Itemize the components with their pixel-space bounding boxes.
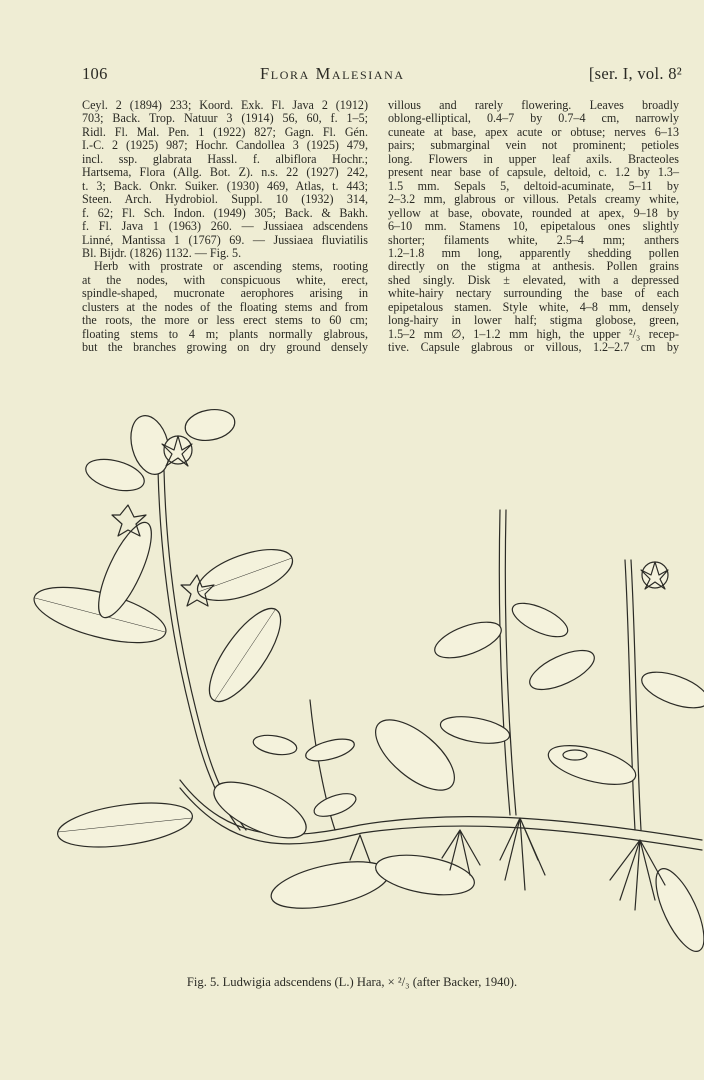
text-line: Ridl. Fl. Mal. Pen. 1 (1922) 827; Gagn. Fl. Gén. — [82, 124, 368, 139]
text-line: directly on the stigma at anthesis. Pollen grains — [388, 259, 679, 274]
page-number: 106 — [82, 64, 108, 83]
references-block — [82, 99, 368, 260]
text-line: cuneate at base, apex acute or obtuse; nerves 6–13 — [388, 124, 679, 139]
right-stem-2 — [625, 560, 635, 830]
text-line: spindle-shaped, mucronate aerophores arising in — [82, 286, 368, 301]
left-column — [82, 99, 368, 355]
text-line: 1.5–2 mm ∅, 1–1.2 mm high, the upper ²/₃ recep- — [388, 326, 679, 341]
text-line: f. Fl. Java 1 (1963) 260. — Jussiaea adscendens — [82, 219, 368, 234]
text-line: Linné, Mantissa 1 (1767) 69. — Jussiaea fluviatilis — [82, 232, 368, 247]
text-line: villous and rarely flowering. Leaves broadly — [388, 98, 679, 112]
text-line: 2–3.2 mm, glabrous or villous. Petals creamy white, — [388, 192, 679, 207]
flowers — [112, 436, 668, 606]
text-line: floating stems to 4 m; plants normally glabrous, — [82, 326, 368, 341]
text-line: shorter; filaments white, 2.5–4 mm; anthers — [388, 232, 679, 247]
text-line: Bl. Bijdr. (1826) 1132. — Fig. 5. — [82, 245, 242, 260]
text-line: at the nodes, with conspicuous white, erect, — [82, 272, 368, 287]
text-line: the roots, the more or less erect stems to 60 cm; — [82, 313, 368, 328]
text-line: long. Flowers in upper leaf axils. Bracteoles — [388, 151, 679, 166]
right-stem-1 — [499, 510, 510, 815]
running-title: Flora Malesiana — [260, 64, 405, 83]
text-line: Hartsema, Flora (Allg. Bot. Z). n.s. 22 (1927) 242, — [82, 165, 368, 180]
text-line: 703; Back. Trop. Natuur 3 (1914) 56, 60, f. 1–5; — [82, 111, 368, 126]
text-line: t. 3; Back. Onkr. Suiker. (1930) 469, Atlas, t. 443; — [82, 178, 368, 193]
text-line: I.-C. 2 (1925) 987; Hochr. Candollea 3 (1925) 479, — [82, 138, 368, 153]
text-line: yellow at base, obovate, rounded at apex, 9–18 by — [388, 205, 679, 220]
text-line: Steen. Arch. Hydrobiol. Suppl. 10 (1932) 314, — [82, 192, 368, 207]
text-line: pairs; submarginal vein not prominent; petioles — [388, 138, 679, 153]
plant-illustration — [30, 370, 704, 970]
text-line: long-hairy in lower half; stigma globose, green, — [388, 313, 679, 328]
text-line: tive. Capsule glabrous or villous, 1.2–2.7 cm by — [388, 340, 679, 355]
text-line: but the branches growing on dry ground densely — [82, 340, 368, 355]
text-line: 6–10 mm. Stamens 10, epipetalous ones slightly — [388, 219, 679, 234]
text-line: present near base of capsule, deltoid, c. 1.2 by 1.3– — [388, 165, 679, 180]
text-line: Herb with prostrate or ascending stems, rooting — [94, 259, 368, 274]
figure-caption: Fig. 5. Ludwigia adscendens (L.) Hara, × ²/₃ (after Backer, 1940). — [186, 975, 518, 989]
text-line: 1.2–1.8 mm long, apparently shedding pollen — [388, 245, 679, 260]
series-volume: [ser. I, vol. 8² — [588, 64, 682, 83]
text-line: incl. ssp. glabrata Hassl. f. albiflora Hochr.; — [82, 151, 368, 166]
text-line: oblong-elliptical, 0.4–7 by 0.7–4 cm, narrowly — [388, 111, 679, 126]
text-line: Ceyl. 2 (1894) 233; Koord. Exk. Fl. Java 2 (1912) — [82, 98, 368, 112]
text-line: 1.5 mm. Sepals 5, deltoid-acuminate, 5–11 by — [388, 178, 679, 193]
page-header — [82, 64, 682, 88]
text-line: clusters at the nodes of the floating stems and from — [82, 299, 368, 314]
text-line: epipetalous stamen. Style white, 4–8 mm, densely — [388, 299, 679, 314]
description-block — [82, 260, 368, 354]
leaves — [30, 406, 704, 958]
text-line: f. 62; Fl. Sch. Indon. (1949) 305; Back. & Bakh. — [82, 205, 368, 220]
ludwigia-drawing — [30, 370, 704, 970]
text-line: shed singly. Disk ± elevated, with a depressed — [388, 272, 679, 287]
right-column — [388, 99, 679, 355]
text-line: white-hairy nectary surrounding the base of each — [388, 286, 679, 301]
